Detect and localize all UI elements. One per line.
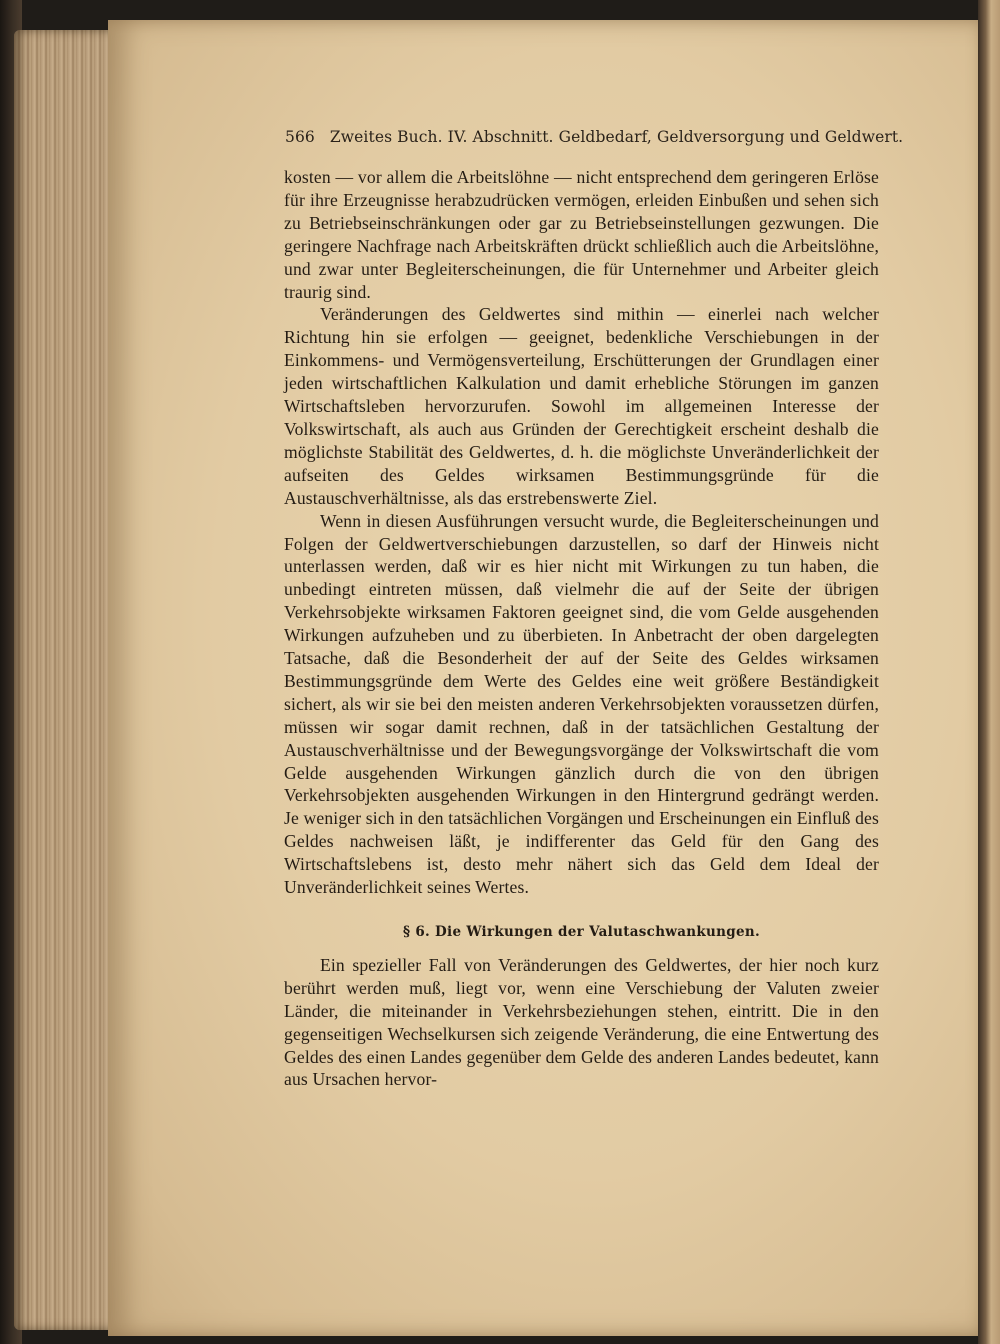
body-text <box>284 166 879 1091</box>
section-paragraph: Ein spezieller Fall von Veränderungen des Geldwertes, der hier noch kurz berührt werden muß, liegt vor, wenn eine Verschiebung der Valuten zweier Länder, die miteinander in Verkehrsbeziehungen stehen, eintritt. Die in den gegenseitigen Wechselkursen sich zeigende Veränderung, die eine Entwertung des Geldes des einen Landes gegenüber dem Gelde des anderen Landes bedeutet, kann aus Ursachen hervor- <box>284 954 879 1090</box>
paragraph-continuation: kosten — vor allem die Arbeitslöhne — nicht entsprechend dem geringeren Erlöse für ihre Erzeugnisse herabzudrücken vermögen, erleiden Einbußen und sehen sich zu Betriebseinschränkungen oder gar zu Betriebseinstellungen gezwungen. Die geringere Nachfrage nach Arbeitskräften drückt schließlich auch die Arbeitslöhne, und zwar unter Begleiterscheinungen, die für Unternehmer und Arbeiter gleich traurig sind. <box>284 167 879 302</box>
running-head-title: Zweites Buch. IV. Abschnitt. Geldbedarf, Geldversorgung und Geldwert. <box>329 128 904 146</box>
facing-page-edge <box>978 0 1000 1344</box>
paragraph: Veränderungen des Geldwertes sind mithin — einerlei nach welcher Richtung hin sie erfolgen — geeignet, bedenkliche Verschiebungen in der Einkommens- und Vermögensverteilung, Erschütterungen der Grundlagen einer jeden wirtschaftlichen Kalkulation und damit erhebliche Störungen im ganzen Wirtschaftsleben hervorzurufen. Sowohl im allgemeinen Interesse der Volkswirtschaft, als auch aus Gründen der Gerechtigkeit erscheint deshalb die möglichste Stabilität des Geldwertes, d. h. die möglichste Unveränderlichkeit der aufseiten des Geldes wirksamen Bestimmungsgründe für die Austauschverhältnisse, als das erstrebenswerte Ziel. <box>284 304 879 508</box>
paragraph: Wenn in diesen Ausführungen versucht wurde, die Begleiterscheinungen und Folgen der Geldwertverschiebungen darzustellen, so darf der Hinweis nicht unterlassen werden, daß wir es hier nicht mit Wirkungen zu tun haben, die unbedingt eintreten müssen, daß vielmehr die auf der Seite der übrigen Verkehrsobjekte wirksamen Faktoren geeignet sind, die vom Gelde ausgehenden Wirkungen aufzuheben und zu überbieten. In Anbetracht der oben dargelegten Tatsache, daß die Besonderheit der auf der Seite des Geldes wirksamen Bestimmungsgründe dem Werte des Geldes eine weit größere Beständigkeit sichert, als wir sie bei den meisten anderen Verkehrsobjekten voraussetzen dürfen, müssen wir sogar damit rechnen, daß in der tatsächlichen Gestaltung der Austauschverhältnisse und der Bewegungsvorgänge der Volkswirtschaft die vom Gelde ausgehenden Wirkungen gänzlich durch die von den übrigen Verkehrsobjekten ausgehenden Wirkungen in den Hintergrund gedrängt werden. Je weniger sich in den tatsächlichen Vorgängen und Erscheinungen ein Einfluß des Geldes nachweisen läßt, je indifferenter das Geld für den Gang des Wirtschaftslebens ist, desto mehr nähert sich das Geld dem Ideal der Unveränderlichkeit seines Wertes. <box>284 510 879 898</box>
page-number: 566 <box>285 128 315 146</box>
section-heading: § 6. Die Wirkungen der Valutaschwankungen. <box>402 924 761 940</box>
running-head <box>285 128 904 146</box>
